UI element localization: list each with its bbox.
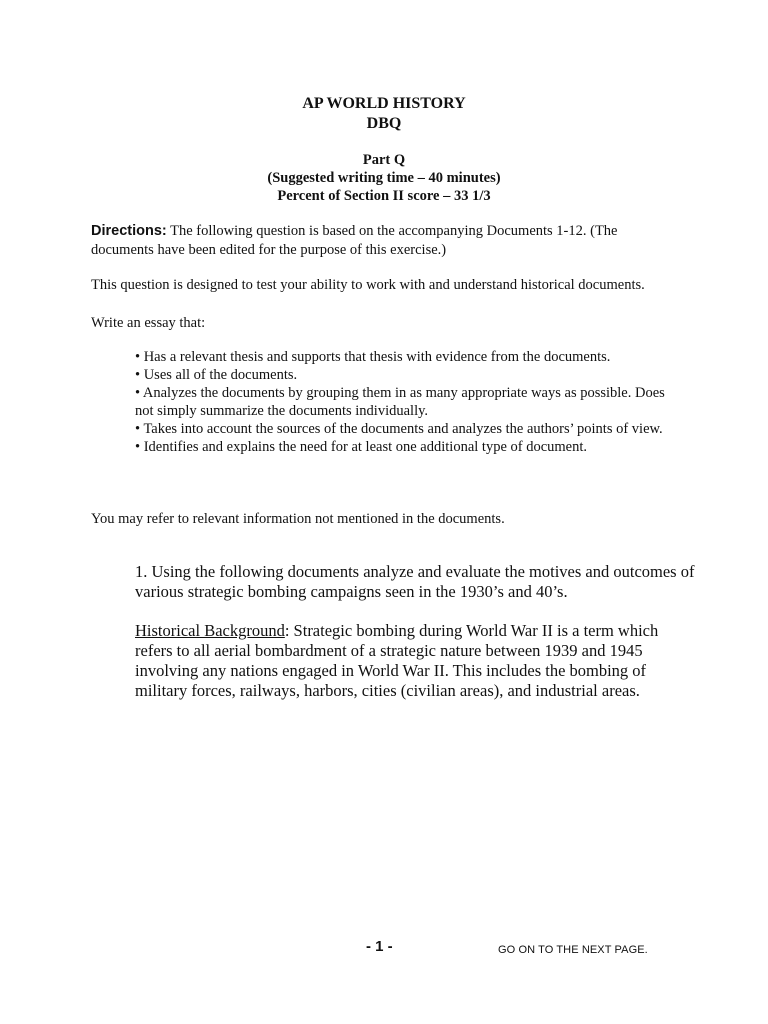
background-label: Historical Background	[135, 621, 285, 640]
page-number: - 1 -	[366, 938, 393, 955]
list-item: • Identifies and explains the need for at least one additional type of document.	[135, 439, 588, 455]
directions-text: The following question is based on the accompanying Documents 1-12. (The documents have been edited for the purpose of this exercise.)	[91, 223, 618, 258]
directions-paragraph	[91, 222, 681, 260]
suggested-time: (Suggested writing time – 40 minutes)	[267, 170, 501, 186]
next-page-note: GO ON TO THE NEXT PAGE.	[498, 944, 648, 956]
list-item: • Analyzes the documents by grouping them in as many appropriate ways as possible. Does not simply summarize the documents individually.	[135, 385, 665, 419]
list-item: • Takes into account the sources of the documents and analyzes the authors’ points of view.	[135, 421, 663, 437]
historical-background	[135, 621, 695, 701]
list-item: • Uses all of the documents.	[135, 367, 298, 383]
question-prompt: 1. Using the following documents analyze and evaluate the motives and outcomes of various strategic bombing campaigns seen in the 1930’s and 40’s.	[135, 562, 695, 601]
purpose-paragraph: This question is designed to test your ability to work with and understand historical documents.	[91, 277, 645, 293]
background-text: : Strategic bombing during World War II is a term which refers to all aerial bombardment of a strategic nature between 1939 and 1945 involving any nations engaged in World War II. This includes the bombing of military forces, railways, harbors, cities (civilian areas), and industrial areas.	[135, 621, 659, 700]
title-line-1: AP WORLD HISTORY	[302, 95, 466, 112]
list-item: • Has a relevant thesis and supports that thesis with evidence from the documents.	[135, 349, 611, 365]
part-info	[0, 151, 768, 205]
title-line-2: DBQ	[366, 115, 402, 132]
requirements-list	[135, 348, 675, 456]
write-intro: Write an essay that:	[91, 315, 206, 331]
refer-note: You may refer to relevant information not mentioned in the documents.	[91, 511, 505, 527]
directions-label: Directions:	[91, 223, 167, 239]
part-name: Part Q	[362, 152, 406, 168]
document-title	[0, 94, 768, 134]
score-percent: Percent of Section II score – 33 1/3	[277, 188, 491, 204]
